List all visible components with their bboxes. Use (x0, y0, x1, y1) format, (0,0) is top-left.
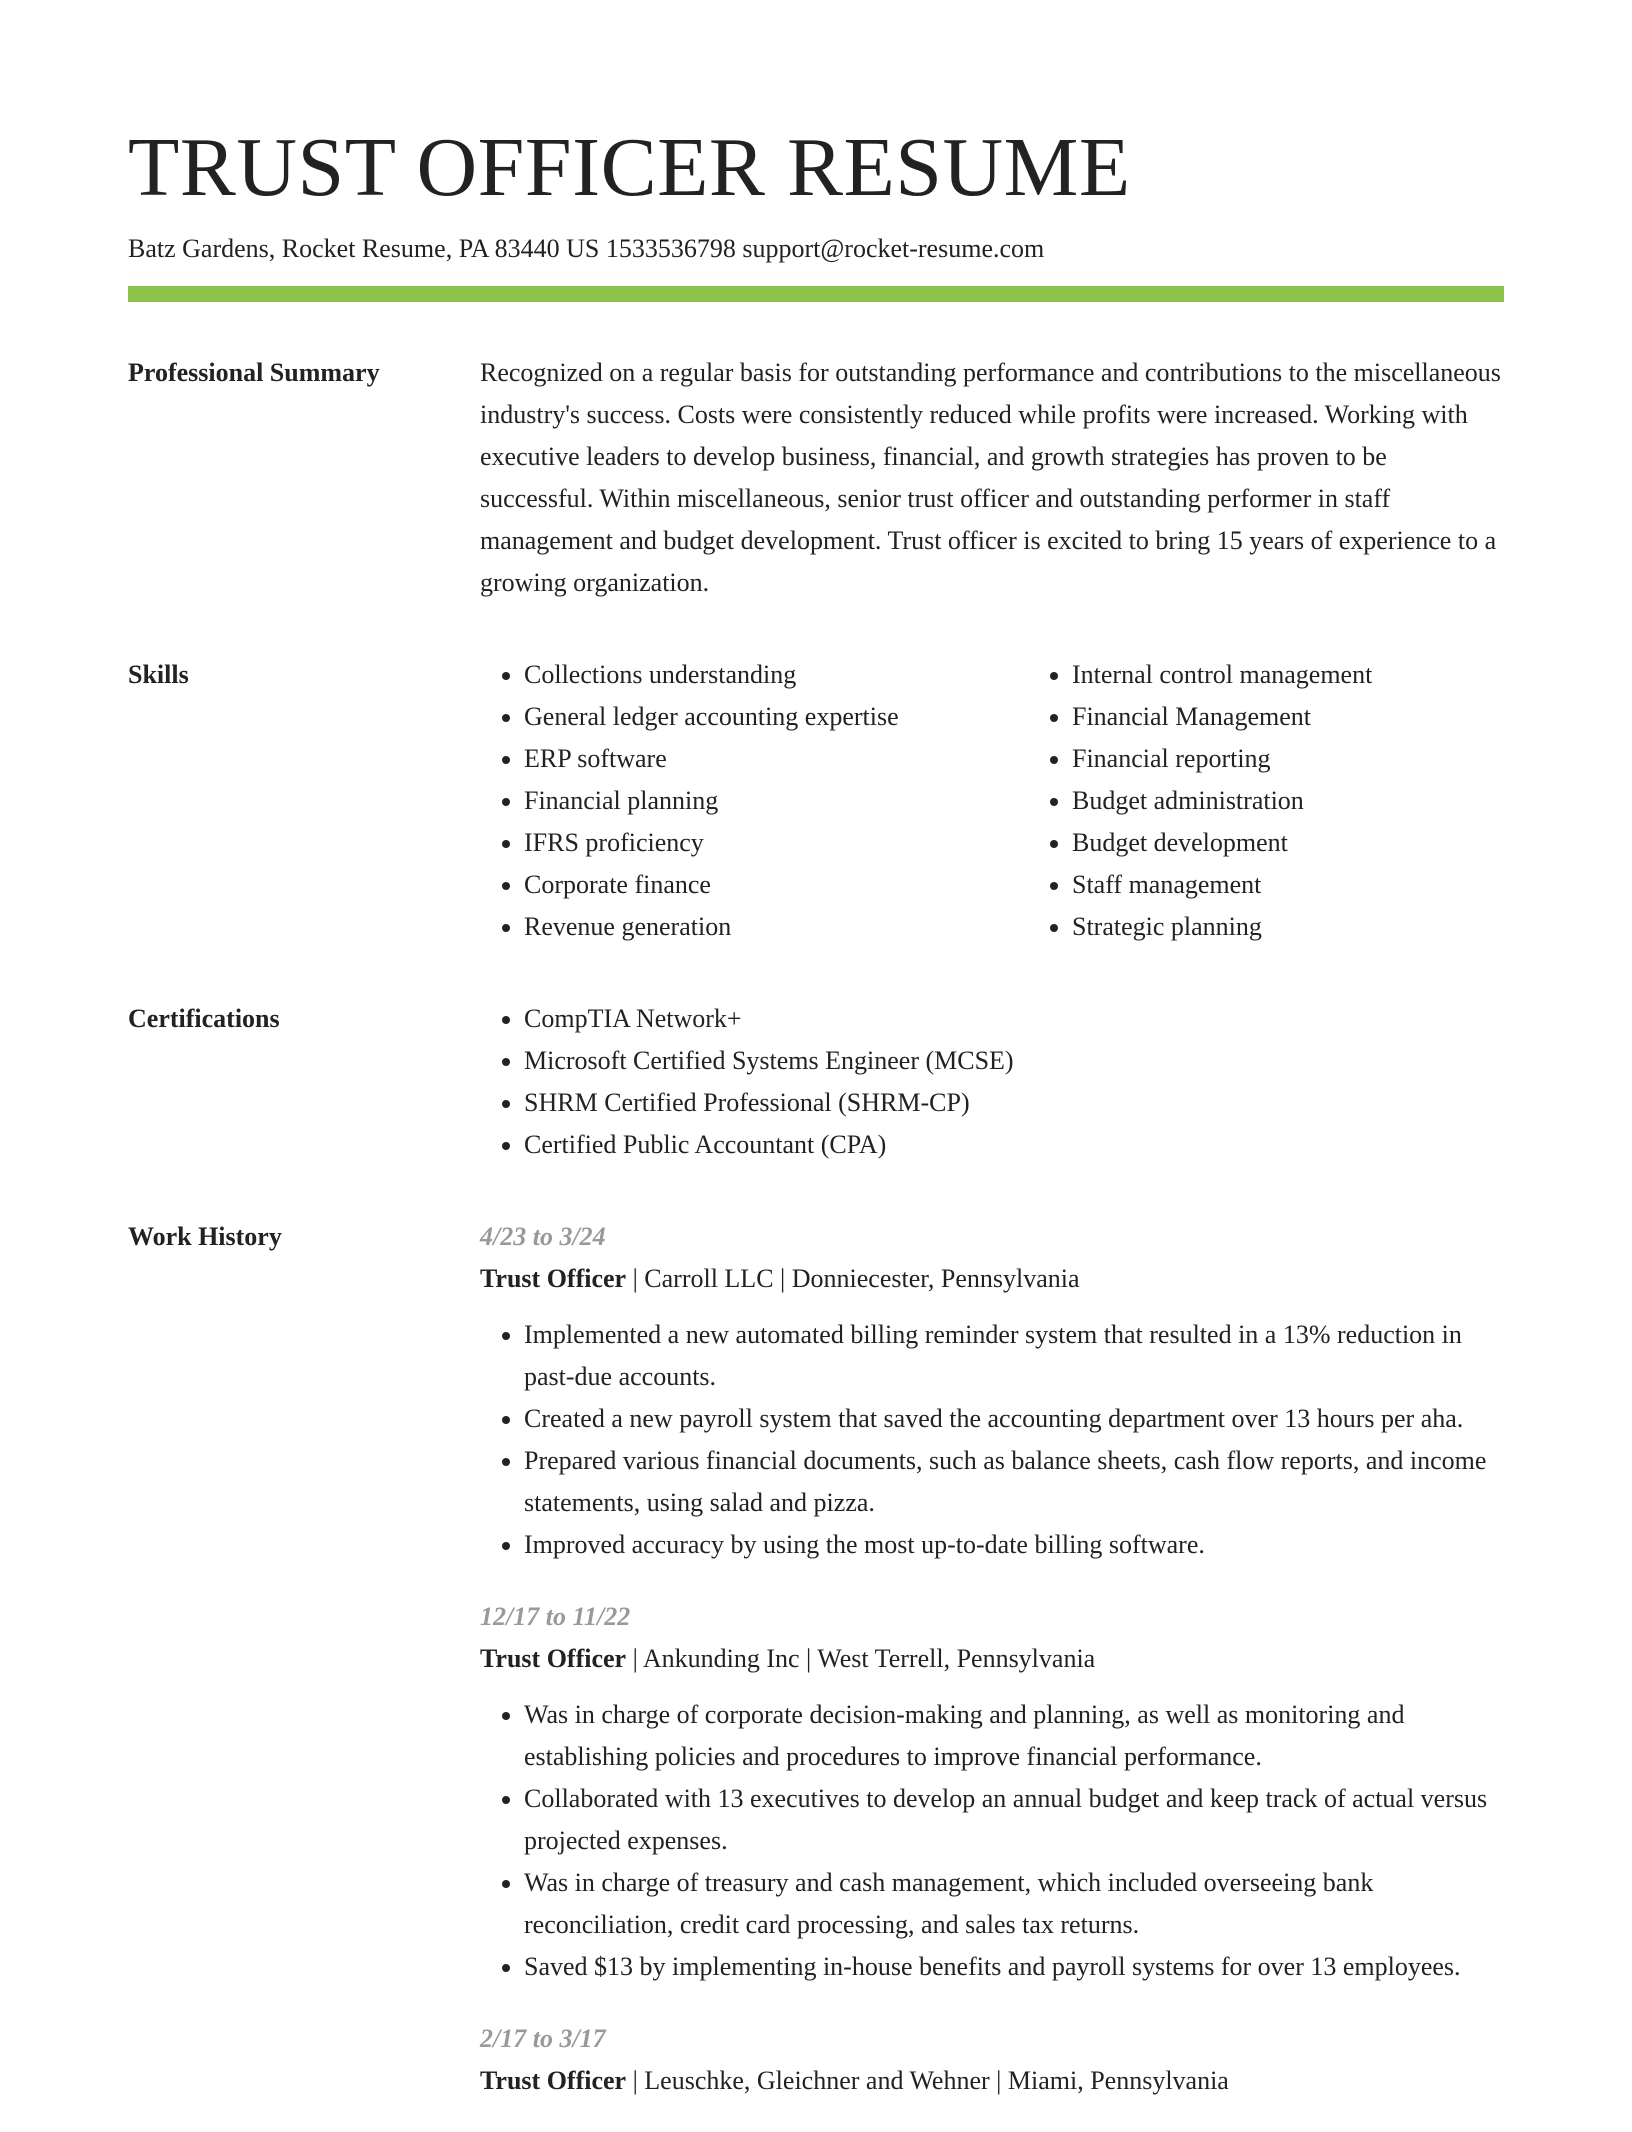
skill-item: • Financial reporting (1072, 738, 1576, 780)
skill-item: • General ledger accounting expertise (524, 696, 1028, 738)
section-label-certifications: Certifications (128, 1004, 280, 1033)
job-dates: 12/17 to 11/22 (480, 1602, 631, 1631)
job-title: Trust Officer (480, 2066, 627, 2095)
job-company-location: | Leuschke, Gleichner and Wehner | Miami, Pennsylvania (626, 2066, 1229, 2095)
job-entry (480, 1216, 1504, 1566)
job-entry (480, 1596, 1504, 1988)
certifications-section (128, 998, 1504, 1166)
section-label-summary: Professional Summary (128, 358, 380, 387)
job-bullets (480, 1694, 1504, 1988)
job-company-location: | Ankunding Inc | West Terrell, Pennsylvania (626, 1644, 1096, 1673)
page-title: TRUST OFFICER RESUME (128, 121, 1131, 214)
job-bullet: • Implemented a new automated billing reminder system that resulted in a 13% reduction in past-due accounts. (524, 1314, 1504, 1398)
resume-page (128, 118, 1504, 2132)
skills-list-right (1028, 654, 1576, 948)
job-title: Trust Officer (480, 1264, 627, 1293)
section-label-work-history: Work History (128, 1222, 282, 1251)
skill-item: • Financial Management (1072, 696, 1576, 738)
skill-item: • IFRS proficiency (524, 822, 1028, 864)
job-heading (480, 1638, 1504, 1680)
job-bullet: • Was in charge of treasury and cash management, which included overseeing bank reconciliation, credit card processing, and sales tax returns. (524, 1862, 1504, 1946)
job-bullets (480, 1314, 1504, 1566)
section-label-skills: Skills (128, 660, 189, 689)
job-heading (480, 2060, 1504, 2102)
certification-item: • Certified Public Accountant (CPA) (524, 1124, 1504, 1166)
summary-content (480, 352, 1504, 604)
certifications-content (480, 998, 1504, 1166)
skill-item: • Financial planning (524, 780, 1028, 822)
work-history-section (128, 1216, 1504, 2132)
job-heading (480, 1258, 1504, 1300)
certification-item: • SHRM Certified Professional (SHRM-CP) (524, 1082, 1504, 1124)
accent-divider (128, 286, 1504, 302)
skill-item: • Staff management (1072, 864, 1576, 906)
job-dates: 4/23 to 3/24 (480, 1222, 606, 1251)
skill-item: • Strategic planning (1072, 906, 1576, 948)
skill-item: • Budget administration (1072, 780, 1576, 822)
job-entry (480, 2018, 1504, 2102)
job-bullet: • Was in charge of corporate decision-making and planning, as well as monitoring and establishing policies and procedures to improve financial performance. (524, 1694, 1504, 1778)
skills-content (480, 654, 1576, 948)
skill-item: • ERP software (524, 738, 1028, 780)
job-bullet: • Improved accuracy by using the most up-to-date billing software. (524, 1524, 1504, 1566)
certification-item: • CompTIA Network+ (524, 998, 1504, 1040)
work-history-content (480, 1216, 1504, 2132)
job-bullet: • Collaborated with 13 executives to develop an annual budget and keep track of actual versus projected expenses. (524, 1778, 1504, 1862)
job-bullet: • Saved $13 by implementing in-house benefits and payroll systems for over 13 employees. (524, 1946, 1504, 1988)
job-title: Trust Officer (480, 1644, 627, 1673)
skills-list-left (480, 654, 1028, 948)
job-dates: 2/17 to 3/17 (480, 2024, 606, 2053)
skill-item: • Collections understanding (524, 654, 1028, 696)
summary-text: Recognized on a regular basis for outstanding performance and contributions to the miscellaneous industry's success. Costs were consistently reduced while profits were increased. Working with executive leaders to develop business, financial, and growth strategies has proven to be successful. Within miscellaneous, senior trust officer and outstanding performer in staff management and budget development. Trust officer is excited to bring 15 years of experience to a growing organization. (480, 358, 1501, 597)
job-bullet: • Prepared various financial documents, such as balance sheets, cash flow reports, and income statements, using salad and pizza. (524, 1440, 1504, 1524)
skill-item: • Revenue generation (524, 906, 1028, 948)
skills-section (128, 654, 1504, 948)
skill-item: • Corporate finance (524, 864, 1028, 906)
contact-line: Batz Gardens, Rocket Resume, PA 83440 US 1533536798 support@rocket-resume.com (128, 234, 1045, 263)
skill-item: • Internal control management (1072, 654, 1576, 696)
job-bullet: • Created a new payroll system that saved the accounting department over 13 hours per aha. (524, 1398, 1504, 1440)
summary-section (128, 352, 1504, 604)
skill-item: • Budget development (1072, 822, 1576, 864)
job-company-location: | Carroll LLC | Donniecester, Pennsylvania (626, 1264, 1080, 1293)
certifications-list (480, 998, 1504, 1166)
certification-item: • Microsoft Certified Systems Engineer (MCSE) (524, 1040, 1504, 1082)
